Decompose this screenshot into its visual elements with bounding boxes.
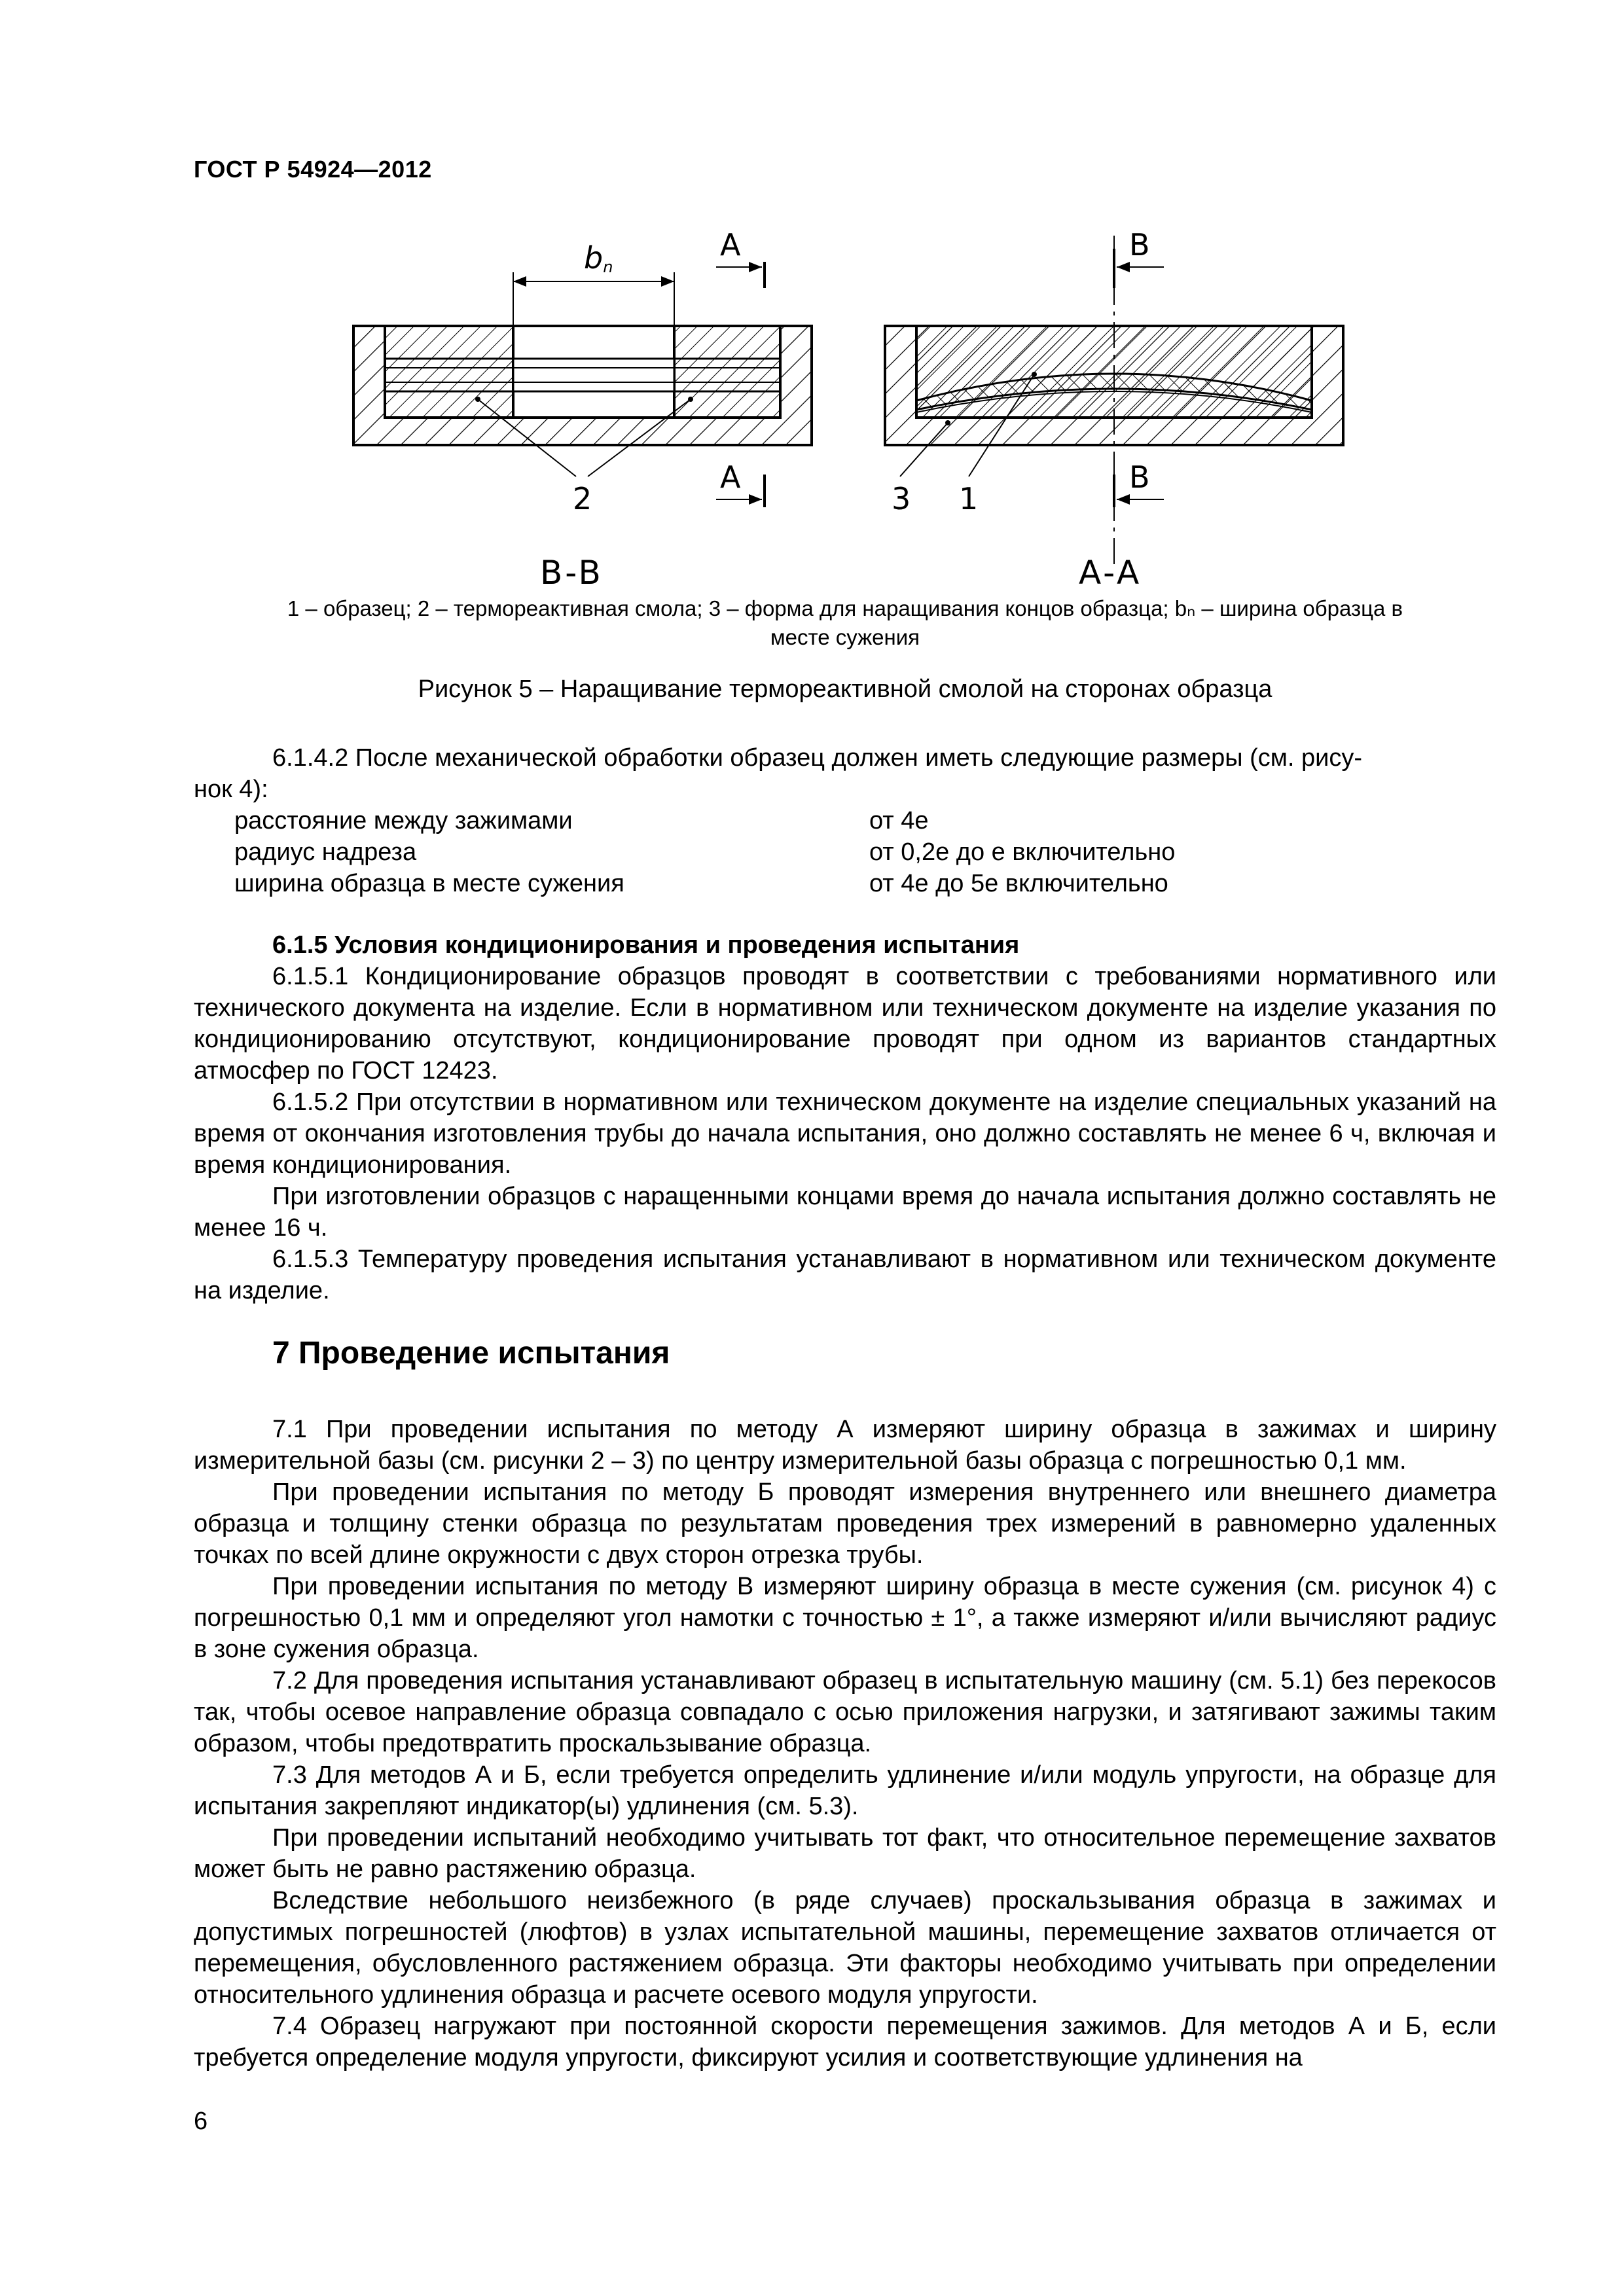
bn-label: b <box>584 240 604 276</box>
dimension-label: ширина образца в месте сужения <box>234 870 624 897</box>
paragraph-7-2: 7.2 Для проведения испытания устанавливают образец в испытательную машину (см. 5.1) без перекосов так, чтобы осевое направление образца совпадало с осью приложения нагрузки, и затягивают зажимы таким образом, чтобы предотвратить проскальзывание образца. <box>194 1667 1496 1757</box>
paragraph-6-1-5-1: 6.1.5.1 Кондиционирование образцов проводят в соответствии с требованиями нормативного или технического документа на изделие. Если в нормативном или техническом документе на изделие указания по кондиционированию отсутствуют, кондиционирование проводят при одном из вариантов стандартных атмосфер по ГОСТ 12423. <box>194 963 1496 1085</box>
section-mark-b-bottom: B <box>1129 459 1150 495</box>
paragraph-7-3-c: Вследствие небольшого неизбежного (в ряде случаев) проскальзывания образца в зажимах и допустимых погрешностей (люфтов) в узлах испытательной машины, перемещение захватов отличается от перемещения, обусловленного растяжением образца. Эти факторы необходимо учитывать при определении относительного удлинения образца и расчете осевого модуля упругости. <box>194 1887 1496 2009</box>
paragraph-6-1-5-2-b: При изготовлении образцов с наращенными концами время до начала испытания должно составлять не менее 16 ч. <box>194 1183 1496 1242</box>
dimension-row <box>234 805 1347 836</box>
paragraph-6-1-5-2: 6.1.5.2 При отсутствии в нормативном или техническом документе на изделие специальных указаний на время от окончания изготовления трубы до начала испытания, оно должно составлять не менее 6 ч, включая и время кондиционирования. <box>194 1088 1496 1179</box>
legend-line-2: месте сужения <box>770 625 920 649</box>
heading-section-7: 7 Проведение испытания <box>272 1336 670 1371</box>
dimension-label: расстояние между зажимами <box>234 807 573 834</box>
legend-line-1: 1 – образец; 2 – термореактивная смола; 3 – форма для наращивания концов образца; bₙ – ширина образца в <box>287 596 1403 620</box>
section-7-body <box>194 1414 1496 2073</box>
p-6142-line1: 6.1.4.2 После механической обработки образец должен иметь следующие размеры (см. рису- <box>272 744 1363 772</box>
view-b-b <box>353 227 812 592</box>
callout-2: 2 <box>573 481 592 516</box>
section-mark-b-top: B <box>1129 227 1150 262</box>
paragraph-7-1-c: При проведении испытания по методу В измеряют ширину образца в месте сужения (см. рисунок 4) с погрешностью 0,1 мм и определяют угол намотки с точностью ± 1°, а также измеряют и/или вычисляют радиус в зоне сужения образца. <box>194 1573 1496 1663</box>
dimension-value: от 0,2e до e включительно <box>869 838 1176 866</box>
heading-6-1-5: 6.1.5 Условия кондиционирования и проведения испытания <box>272 931 1020 959</box>
bn-subscript: n <box>603 258 613 276</box>
paragraph-6-1-5-3: 6.1.5.3 Температуру проведения испытания устанавливают в нормативном или техническом документе на изделие. <box>194 1246 1496 1304</box>
paragraph-7-1: 7.1 При проведении испытания по методу А измеряют ширину образца в зажимах и ширину измерительной базы (см. рисунки 2 – 3) по центру измерительной базы образца с погрешностью 0,1 мм. <box>194 1416 1496 1475</box>
section-6-1-5 <box>194 929 1496 1306</box>
figure-legend <box>194 594 1496 652</box>
paragraph-6-1-4-2 <box>194 742 1496 805</box>
dimension-value: от 4e до 5e включительно <box>869 870 1168 897</box>
page-number: 6 <box>194 2108 208 2135</box>
dimension-list <box>234 805 1347 899</box>
dimension-label: радиус надреза <box>234 838 417 866</box>
view-label-b-b: B-B <box>540 554 604 592</box>
callout-1: 1 <box>959 481 979 516</box>
paragraph-7-1-b: При проведении испытания по методу Б проводят измерения внутреннего или внешнего диаметра образца и толщину стенки образца по результатам проведения трех измерений в равномерно удаленных точках по всей длине окружности с двух сторон отрезка трубы. <box>194 1479 1496 1569</box>
view-label-a-a: A-A <box>1079 554 1142 592</box>
svg-text:bn <box>584 240 613 276</box>
callout-3: 3 <box>892 481 911 516</box>
dimension-row <box>234 868 1347 899</box>
figure-5-drawing <box>340 216 1362 609</box>
paragraph-7-3-b: При проведении испытаний необходимо учитывать тот факт, что относительное перемещение захватов может быть не равно растяжению образца. <box>194 1824 1496 1883</box>
dimension-value: от 4e <box>869 807 929 834</box>
paragraph-7-4: 7.4 Образец нагружают при постоянной скорости перемещения зажимов. Для методов А и Б, если требуется определение модуля упругости, фиксируют усилия и соответствующие удлинения на <box>194 2013 1496 2072</box>
document-header: ГОСТ Р 54924—2012 <box>194 156 432 183</box>
section-mark-a-bottom: A <box>720 459 741 495</box>
section-mark-a-top: A <box>720 227 741 262</box>
dimension-row <box>234 836 1347 868</box>
paragraph-7-3: 7.3 Для методов А и Б, если требуется определить удлинение и/или модуль упругости, на образце для испытания закрепляют индикатор(ы) удлинения (см. 5.3). <box>194 1761 1496 1820</box>
p-6142-line2: нок 4): <box>194 776 268 803</box>
figure-caption: Рисунок 5 – Наращивание термореактивной смолой на сторонах образца <box>418 675 1272 703</box>
view-a-a <box>885 227 1343 592</box>
